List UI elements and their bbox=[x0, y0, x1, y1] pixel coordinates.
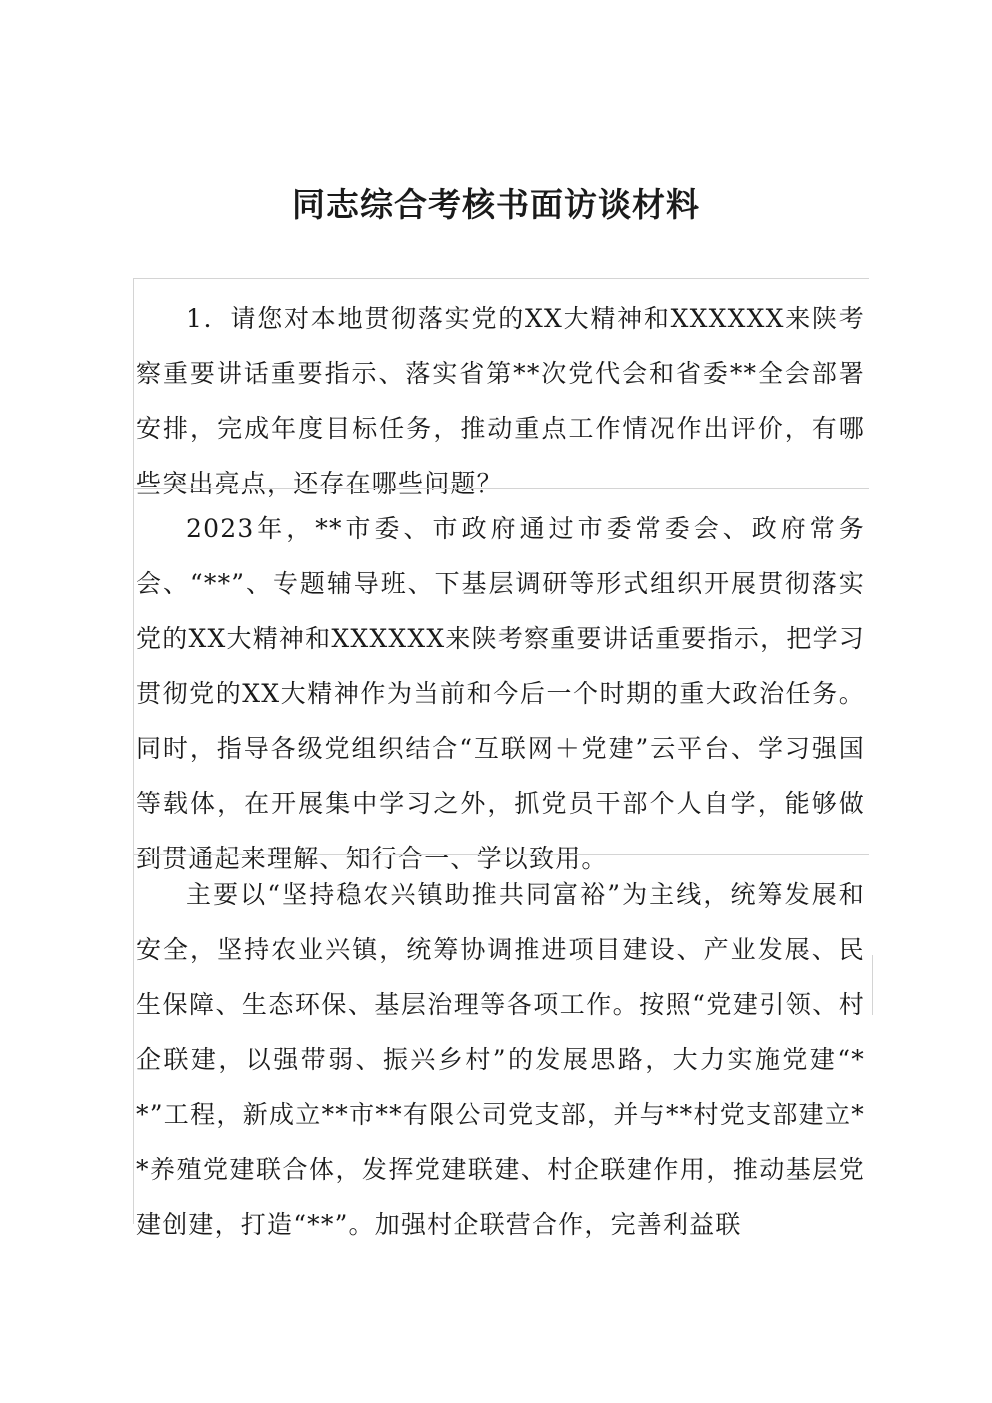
content-table bbox=[133, 278, 869, 1239]
question-paragraph: 1．请您对本地贯彻落实党的XX大精神和XXXXXX来陕考察重要讲话重要指示、落实省第**次党代会和省委**全会部署安排，完成年度目标任务，推动重点工作情况作出评价，有哪些突出亮点，还存在哪些问题？ bbox=[136, 304, 865, 498]
answer-paragraph: 2023年，**市委、市政府通过市委常委会、政府常务会、“**”、专题辅导班、下基层调研等形式组织开展贯彻落实党的XX大精神和XXXXXX来陕考察重要讲话重要指示，把学习贯彻党的XX大精神作为当前和今后一个时期的重大政治任务。同时，指导各级党组织结合“互联网＋党建”云平台、学习强国等载体，在开展集中学习之外，抓党员干部个人自学，能够做到贯通起来理解、知行合一、学以致用。 bbox=[136, 514, 865, 873]
table-row bbox=[133, 854, 869, 1239]
answer-paragraph: 主要以“坚持稳农兴镇助推共同富裕”为主线，统筹发展和安全，坚持农业兴镇，统筹协调推进项目建设、产业发展、民生保障、生态环保、基层治理等各项工作。按照“党建引领、村企联建，以强带弱、振兴乡村”的发展思路，大力实施党建“**”工程，新成立**市**有限公司党支部，并与**村党支部建立**养殖党建联合体，发挥党建联建、村企联建作用，推动基层党建创建，打造“**”。加强村企联营合作，完善利益联 bbox=[136, 880, 865, 1239]
document-title: 同志综合考核书面访谈材料 bbox=[292, 185, 700, 224]
table-border-segment bbox=[872, 955, 873, 1015]
table-row bbox=[133, 488, 869, 873]
table-row bbox=[133, 278, 869, 498]
